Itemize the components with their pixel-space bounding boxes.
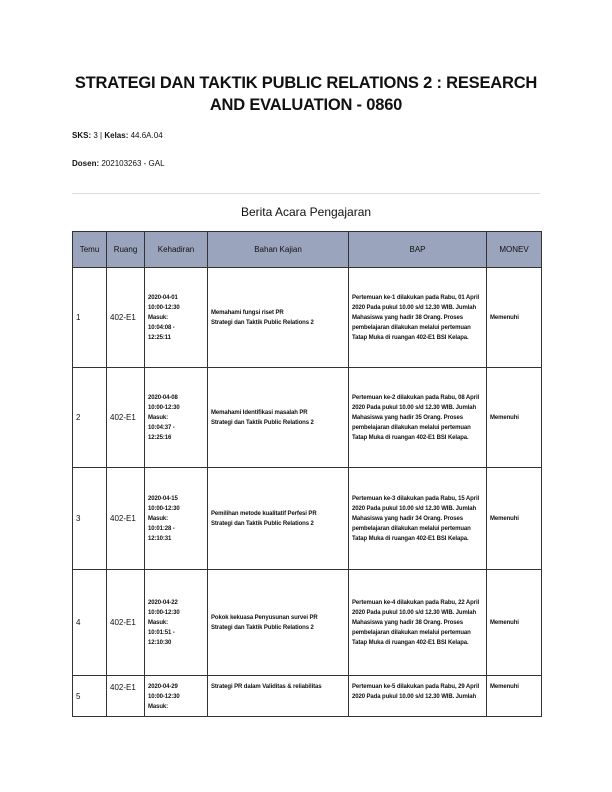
cell-ruang: 402-E1 xyxy=(107,268,145,368)
bahan-course: Strategi dan Taktik Public Relations 2 xyxy=(211,624,314,631)
kehadiran-time: 10:00-12:30 xyxy=(148,505,180,512)
kehadiran-in: 10:01:28 - xyxy=(148,525,175,532)
cell-bahan-kajian xyxy=(208,570,349,676)
kehadiran-out: 12:10:30 xyxy=(148,639,172,646)
section-title: Berita Acara Pengajaran xyxy=(240,205,372,219)
cell-ruang: 402-E1 xyxy=(107,676,145,717)
cell-bap: Pertemuan ke-3 dilakukan pada Rabu, 15 April 2020 Pada pukul 10.00 s/d 12.30 WIB. Jumlah Mahasiswa yang hadir 34 Orang. Proses pembelajaran dilakukan melalui pertemuan Tatap Muka di ruangan 402-E1 BSI Kelapa. xyxy=(349,468,487,570)
kehadiran-out: 12:10:31 xyxy=(148,535,172,542)
cell-kehadiran xyxy=(145,268,208,368)
kehadiran-in: 10:04:37 - xyxy=(148,424,175,431)
kehadiran-time: 10:00-12:30 xyxy=(148,609,180,616)
header-bahan-kajian: Bahan Kajian xyxy=(208,232,349,268)
kelas-value: 44.6A.04 xyxy=(130,131,163,140)
kehadiran-time: 10:00-12:30 xyxy=(148,694,180,700)
kehadiran-date: 2020-04-29 xyxy=(148,684,178,690)
kehadiran-label: Masuk: xyxy=(148,619,169,626)
meta-separator: | xyxy=(100,131,103,140)
sks-label: SKS: xyxy=(72,131,92,140)
cell-temu: 4 xyxy=(73,570,107,676)
divider xyxy=(72,193,540,194)
header-ruang: Ruang xyxy=(107,232,145,268)
table-row xyxy=(73,368,542,468)
cell-kehadiran xyxy=(145,468,208,570)
cell-temu: 3 xyxy=(73,468,107,570)
table-row xyxy=(73,570,542,676)
cell-bap: Pertemuan ke-1 dilakukan pada Rabu, 01 April 2020 Pada pukul 10.00 s/d 12.30 WIB. Jumlah Mahasiswa yang hadir 38 Orang. Proses pembelajaran dilakukan melalui pertemuan Tatap Muka di ruangan 402-E1 BSI Kelapa. xyxy=(349,268,487,368)
bahan-course: Strategi dan Taktik Public Relations 2 xyxy=(211,319,314,326)
cell-bap: Pertemuan ke-5 dilakukan pada Rabu, 29 April 2020 Pada pukul 10.00 s/d 12.30 WIB. Jumlah xyxy=(349,676,487,717)
bahan-course: Strategi dan Taktik Public Relations 2 xyxy=(211,419,314,426)
table-row xyxy=(73,468,542,570)
cell-monev: Memenuhi xyxy=(487,468,542,570)
kehadiran-label: Masuk: xyxy=(148,704,169,710)
kehadiran-label: Masuk: xyxy=(148,414,169,421)
bahan-topic: Memahami Identifikasi masalah PR xyxy=(211,409,308,416)
cell-kehadiran xyxy=(145,676,208,717)
kehadiran-out: 12:25:11 xyxy=(148,334,171,341)
cell-temu: 5 xyxy=(73,676,107,717)
header-temu: Temu xyxy=(73,232,107,268)
kehadiran-in: 10:04:08 - xyxy=(148,324,175,331)
kelas-label: Kelas: xyxy=(104,131,129,140)
kehadiran-date: 2020-04-08 xyxy=(148,394,178,401)
kehadiran-date: 2020-04-15 xyxy=(148,495,178,502)
bahan-topic: Pokok kekuasa Penyusunan survei PR xyxy=(211,614,318,621)
kehadiran-in: 10:01:51 - xyxy=(148,629,175,636)
cell-bap: Pertemuan ke-4 dilakukan pada Rabu, 22 April 2020 Pada pukul 10.00 s/d 12.30 WIB. Jumlah Mahasiswa yang hadir 38 Orang. Proses pembelajaran dilakukan melalui pertemuan Tatap Muka di ruangan 402-E1 BSI Kelapa. xyxy=(349,570,487,676)
cell-ruang: 402-E1 xyxy=(107,368,145,468)
dosen-value: 202103263 - GAL xyxy=(101,159,165,168)
cell-bahan-kajian xyxy=(208,676,349,717)
table-row xyxy=(73,676,542,717)
kehadiran-date: 2020-04-22 xyxy=(148,599,178,606)
kehadiran-time: 10:00-12:30 xyxy=(148,404,180,411)
cell-bahan-kajian xyxy=(208,368,349,468)
kehadiran-out: 12:25:16 xyxy=(148,434,172,441)
bahan-course: Strategi dan Taktik Public Relations 2 xyxy=(211,520,314,527)
cell-monev: Memenuhi xyxy=(487,570,542,676)
course-meta xyxy=(72,131,163,140)
kehadiran-time: 10:00-12:30 xyxy=(148,304,180,311)
bahan-topic: Strategi PR dalam Validitas & reliabilitas xyxy=(211,684,322,690)
cell-bahan-kajian xyxy=(208,268,349,368)
bahan-topic: Pemilihan metode kualitatif Perfesi PR xyxy=(211,510,317,517)
cell-kehadiran xyxy=(145,570,208,676)
cell-ruang: 402-E1 xyxy=(107,468,145,570)
cell-temu: 2 xyxy=(73,368,107,468)
cell-kehadiran xyxy=(145,368,208,468)
cell-monev: Memenuhi xyxy=(487,268,542,368)
cell-bahan-kajian xyxy=(208,468,349,570)
header-kehadiran: Kehadiran xyxy=(145,232,208,268)
sks-value: 3 xyxy=(93,131,98,140)
course-title: STRATEGI DAN TAKTIK PUBLIC RELATIONS 2 : RESEARCH AND EVALUATION - 0860 xyxy=(74,74,538,114)
kehadiran-label: Masuk: xyxy=(148,515,169,522)
kehadiran-date: 2020-04-01 xyxy=(148,294,178,301)
cell-temu: 1 xyxy=(73,268,107,368)
lecturer-meta xyxy=(72,159,165,168)
header-monev: MONEV xyxy=(487,232,542,268)
bahan-topic: Memahami fungsi riset PR xyxy=(211,309,284,316)
table-header-row xyxy=(73,232,542,268)
teaching-report-table xyxy=(72,231,542,717)
dosen-label: Dosen: xyxy=(72,159,100,168)
kehadiran-label: Masuk: xyxy=(148,314,169,321)
cell-bap: Pertemuan ke-2 dilakukan pada Rabu, 08 April 2020 Pada pukul 10.00 s/d 12.30 WIB. Jumlah Mahasiswa yang hadir 35 Orang. Proses pembelajaran dilakukan melalui pertemuan Tatap Muka di ruangan 402-E1 BSI Kelapa. xyxy=(349,368,487,468)
table-row xyxy=(73,268,542,368)
cell-ruang: 402-E1 xyxy=(107,570,145,676)
cell-monev: Memenuhi xyxy=(487,676,542,717)
header-bap: BAP xyxy=(349,232,487,268)
cell-monev: Memenuhi xyxy=(487,368,542,468)
